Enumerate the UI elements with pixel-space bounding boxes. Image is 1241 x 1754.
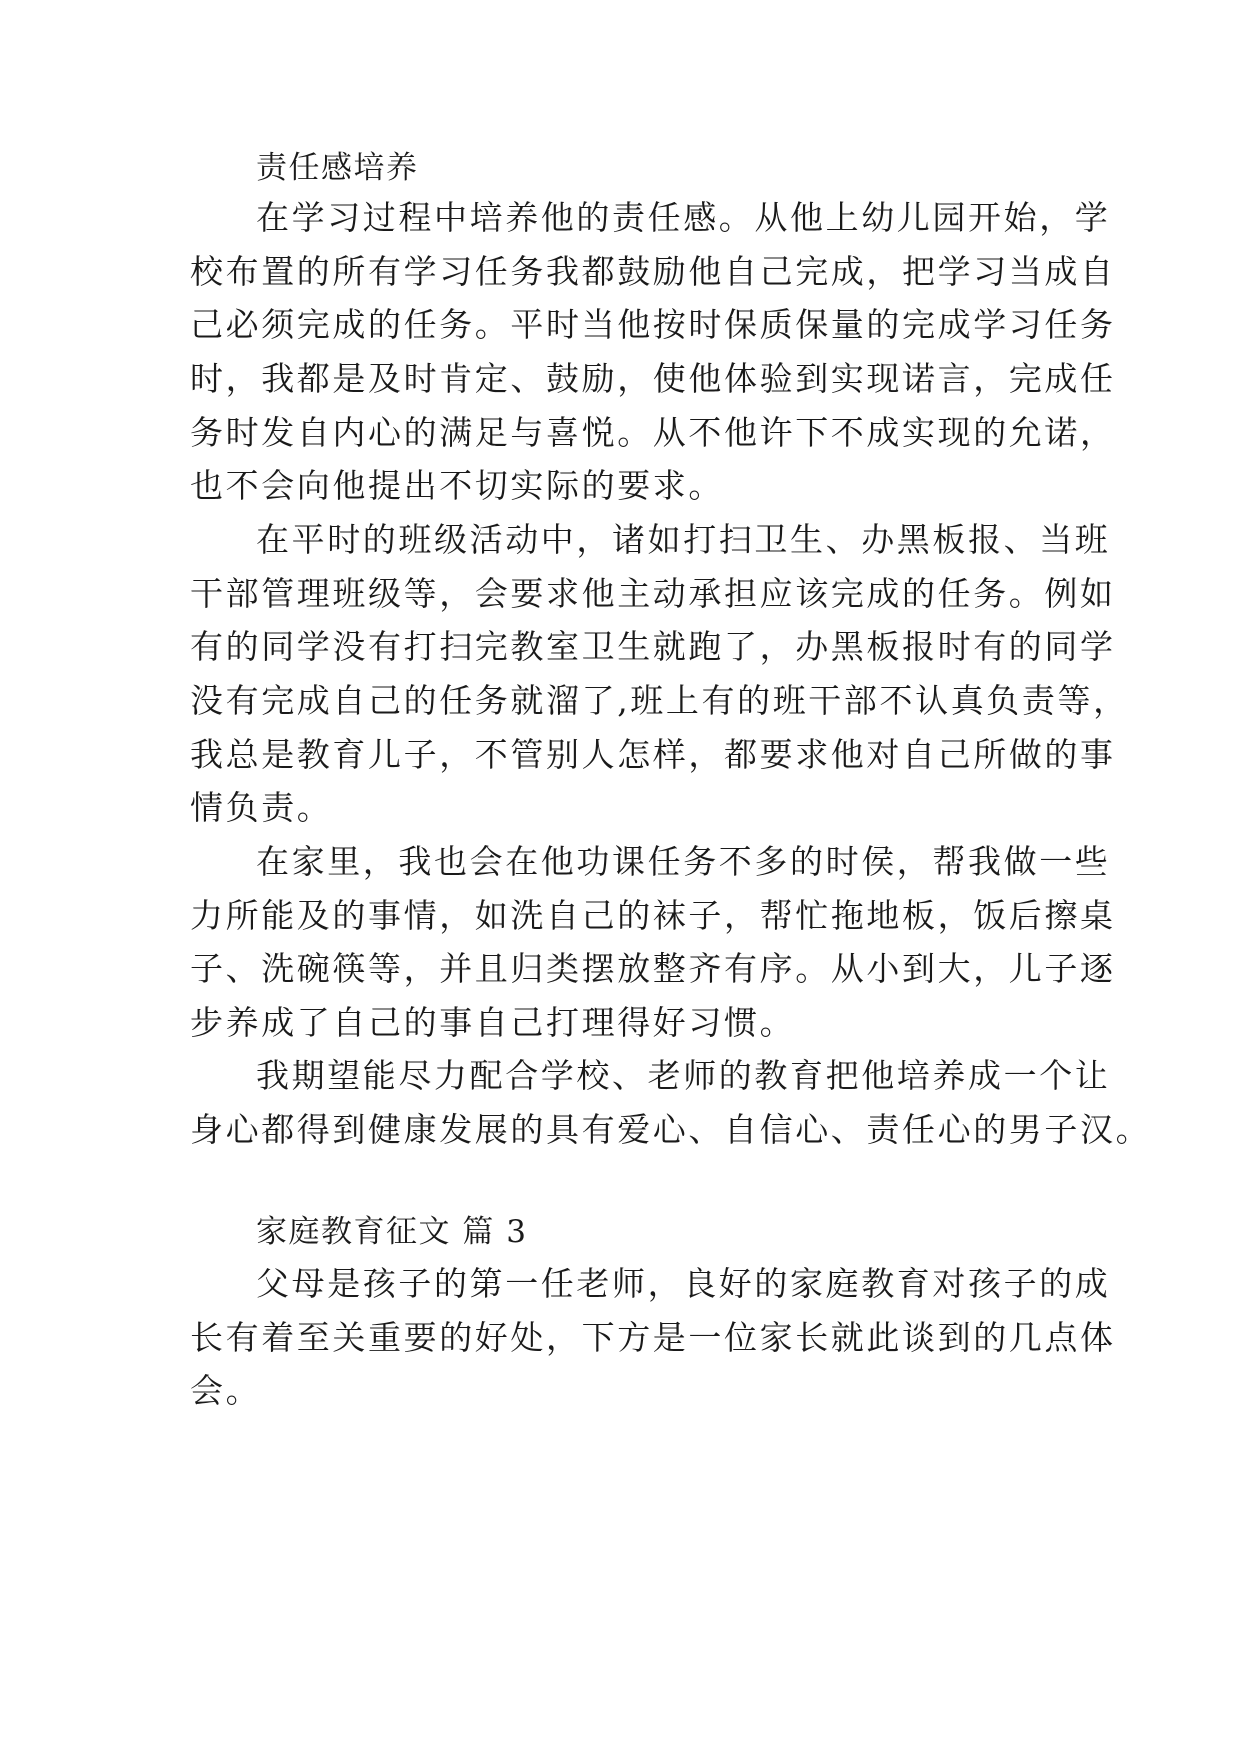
- paragraph-line: 会。: [190, 1371, 262, 1410]
- paragraph-line: 子、洗碗筷等，并且归类摆放整齐有序。从小到大，儿子逐: [190, 949, 1116, 988]
- paragraph-line: 步养成了自己的事自己打理得好习惯。: [190, 1003, 796, 1042]
- paragraph-line: 我总是教育儿子，不管别人怎样，都要求他对自己所做的事: [190, 735, 1116, 774]
- paragraph-line: 身心都得到健康发展的具有爱心、自信心、责任心的男子汉。: [190, 1110, 1152, 1149]
- section-title: 家庭教育征文 篇 3: [256, 1214, 528, 1250]
- paragraph-line: 没有完成自己的任务就溜了,班上有的班干部不认真负责等，: [190, 681, 1129, 720]
- paragraph-line: 情负责。: [190, 788, 333, 827]
- paragraph-line: 在平时的班级活动中，诸如打扫卫生、办黑板报、当班: [256, 520, 1111, 559]
- paragraph-line: 力所能及的事情，如洗自己的袜子，帮忙拖地板，饭后擦桌: [190, 896, 1116, 935]
- paragraph-line: 有的同学没有打扫完教室卫生就跑了，办黑板报时有的同学: [190, 627, 1116, 666]
- paragraph-line: 在学习过程中培养他的责任感。从他上幼儿园开始，学: [256, 198, 1111, 237]
- paragraph-line: 父母是孩子的第一任老师，良好的家庭教育对孩子的成: [256, 1264, 1111, 1303]
- paragraph-line: 长有着至关重要的好处，下方是一位家长就此谈到的几点体: [190, 1318, 1116, 1357]
- paragraph-line: 务时发自内心的满足与喜悦。从不他许下不成实现的允诺，: [190, 413, 1116, 452]
- paragraph-line: 也不会向他提出不切实际的要求。: [190, 466, 724, 505]
- paragraph-line: 己必须完成的任务。平时当他按时保质保量的完成学习任务: [190, 305, 1116, 344]
- paragraph-line: 校布置的所有学习任务我都鼓励他自己完成，把学习当成自: [190, 252, 1116, 291]
- paragraph-line: 在家里，我也会在他功课任务不多的时侯，帮我做一些: [256, 842, 1111, 881]
- section-title: 责任感培养: [256, 150, 419, 186]
- paragraph-line: 干部管理班级等，会要求他主动承担应该完成的任务。例如: [190, 574, 1116, 613]
- paragraph-line: 我期望能尽力配合学校、老师的教育把他培养成一个让: [256, 1056, 1111, 1095]
- paragraph-line: 时，我都是及时肯定、鼓励，使他体验到实现诺言，完成任: [190, 359, 1116, 398]
